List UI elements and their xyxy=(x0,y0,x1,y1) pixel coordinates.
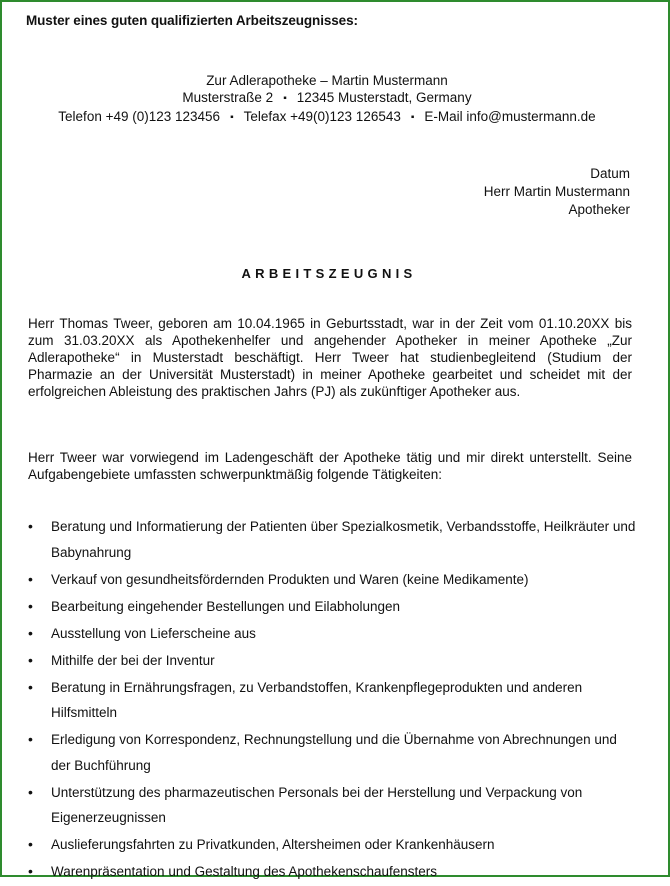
list-item xyxy=(28,832,638,858)
letterhead-street: Musterstraße 2 xyxy=(182,90,274,105)
list-item xyxy=(28,859,638,885)
separator-bullet: ▪ xyxy=(283,93,287,104)
list-item-text: Bearbeitung eingehender Bestellungen und Eilabholungen xyxy=(51,598,401,614)
letterhead-address xyxy=(2,89,652,108)
bullet-icon: • xyxy=(28,651,33,668)
letterhead-phone: Telefon +49 (0)123 123456 xyxy=(58,109,221,124)
letterhead-contact xyxy=(2,108,652,127)
recipient-name: Herr Martin Mustermann xyxy=(483,184,630,199)
list-item-text: Warenpräsentation und Gestaltung des Apothekenschaufensters xyxy=(51,864,438,879)
letterhead-company: Zur Adlerapotheke – Martin Mustermann xyxy=(206,73,448,88)
bullet-icon: • xyxy=(28,624,33,641)
recipient-block xyxy=(484,165,630,219)
bullet-icon: • xyxy=(28,597,33,614)
bullet-icon: • xyxy=(28,863,33,879)
recipient-role: Apotheker xyxy=(568,202,630,217)
recipient-date: Datum xyxy=(590,166,630,181)
separator-bullet: ▪ xyxy=(230,112,234,123)
duties-paragraph: Herr Tweer war vorwiegend im Ladengeschäft der Apotheke tätig und mir direkt unterstellt. Seine Aufgabengebiete umfassten schwerpunktmäßig folgende Tätigkeiten: xyxy=(28,450,632,482)
document-heading: Muster eines guten qualifizierten Arbeitszeugnisses: xyxy=(26,13,358,28)
list-item xyxy=(28,675,638,726)
list-item-text: Beratung und Informatierung der Patienten über Spezialkosmetik, Verbandsstoffe, Heilkräuter und Babynahrung xyxy=(51,519,636,560)
list-item xyxy=(28,594,638,620)
document-title: ARBEITSZEUGNIS xyxy=(241,266,417,281)
bullet-icon: • xyxy=(28,731,33,747)
bullet-icon: • xyxy=(28,783,33,800)
letterhead-fax: Telefax +49(0)123 126543 xyxy=(243,109,401,124)
list-item xyxy=(28,780,638,831)
bullet-icon: • xyxy=(28,678,33,695)
list-item-text: Ausstellung von Lieferscheine aus xyxy=(51,625,256,641)
list-item-text: Mithilfe der bei der Inventur xyxy=(51,652,215,668)
list-item xyxy=(28,727,638,778)
list-item xyxy=(28,514,638,565)
bullet-icon: • xyxy=(28,518,33,534)
bullet-icon: • xyxy=(28,570,33,587)
list-item xyxy=(28,621,638,647)
list-item-text: Erledigung von Korrespondenz, Rechnungstellung und die Übernahme von Abrechnungen und der Buchführung xyxy=(51,732,617,773)
task-list xyxy=(28,514,638,886)
bullet-icon: • xyxy=(28,836,33,852)
letterhead-email: E-Mail info@mustermann.de xyxy=(424,109,596,124)
separator-bullet: ▪ xyxy=(410,112,415,123)
list-item-text: Unterstützung des pharmazeutischen Personals bei der Herstellung und Verpackung von Eigenerzeugnissen xyxy=(51,784,583,825)
letterhead xyxy=(2,72,652,127)
letterhead-city: 12345 Musterstadt, Germany xyxy=(296,90,472,105)
list-item xyxy=(28,567,638,593)
intro-paragraph: Herr Thomas Tweer, geboren am 10.04.1965 in Geburtsstadt, war in der Zeit vom 01.10.20XX bis zum 31.03.20XX als Apothekenhelfer und angehender Apotheker in meiner Apotheke „Zur Adlerapotheke“ in Musterstadt beschäftigt. Herr Tweer hat studienbegleitend (Studium der Pharmazie an der Universität Musterstadt) in meiner Apotheke gearbeitet und scheidet mit der erfolgreichen Ableistung des praktischen Jahrs (PJ) als zukünftiger Apotheker aus. xyxy=(28,316,632,399)
list-item-text: Beratung in Ernährungsfragen, zu Verbandstoffen, Krankenpflegeprodukten und anderen Hilfsmitteln xyxy=(51,679,583,720)
list-item xyxy=(28,648,638,674)
list-item-text: Verkauf von gesundheitsfördernden Produkten und Waren (keine Medikamente) xyxy=(51,571,529,587)
list-item-text: Auslieferungsfahrten zu Privatkunden, Altersheimen oder Krankenhäusern xyxy=(51,837,495,852)
